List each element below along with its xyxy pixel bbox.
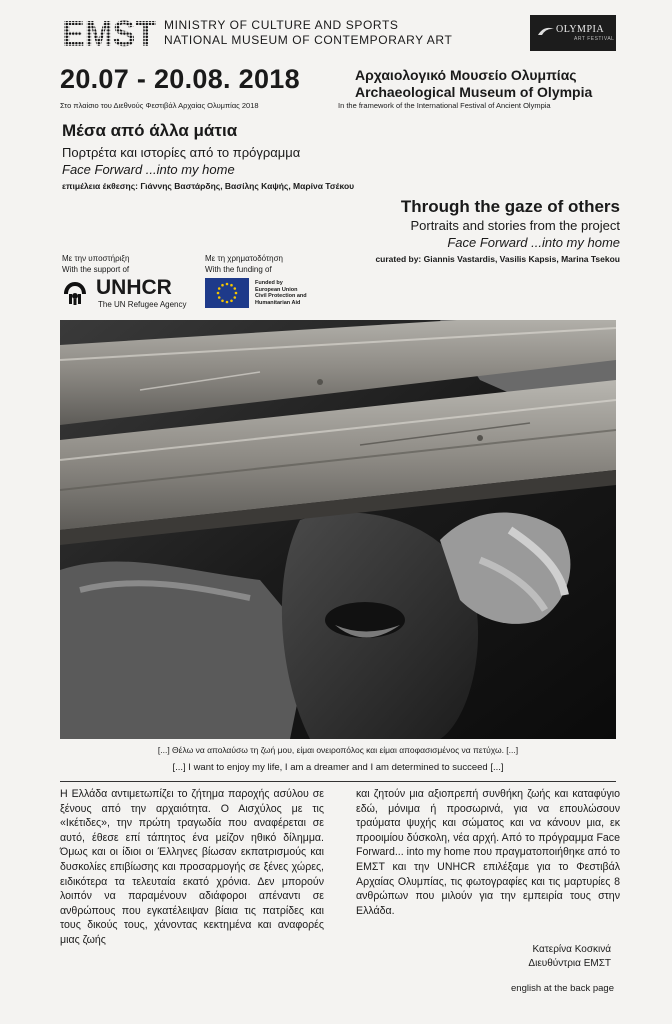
- eu-funding-text: [255, 280, 307, 306]
- olympia-logo-word: OLYMPIA: [556, 24, 605, 35]
- eu-flag-icon: [205, 278, 249, 308]
- museum-label: NATIONAL MUSEUM OF CONTEMPORARY ART: [164, 33, 453, 47]
- subtitle-greek: Πορτρέτα και ιστορίες από το πρόγραμμα: [62, 145, 301, 160]
- funding-label-english: With the funding of: [205, 265, 272, 274]
- unhcr-logo: [58, 276, 198, 312]
- signature: [356, 943, 611, 971]
- framework-english: In the framework of the International Festival of Ancient Olympia: [338, 101, 551, 110]
- svg-text:EMST: EMST: [62, 16, 156, 50]
- signature-title: Διευθύντρια ΕΜΣΤ: [528, 958, 611, 969]
- quote-greek: [...] Θέλω να απολαύσω τη ζωή μου, είμαι ονειροπόλος και είμαι αποφασισμένος να πετύχω. [...]: [157, 745, 519, 755]
- funding-label-greek: Με τη χρηματοδότηση: [205, 254, 283, 263]
- curators-english: curated by: Giannis Vastardis, Vasilis Kapsis, Marina Tsekou: [375, 254, 620, 264]
- body-column-left: Η Ελλάδα αντιμετωπίζει το ζήτημα παροχής ασύλου σε ξένους από την αρχαιότητα. Ο Αισχύλος με τις «Ικέτιδες», την πρώτη τραγωδία που αναφέρεται σε αυτό, έθεσε επί τάπητος ένα μείζον ηθικό δίλημμα. Όμως και οι ίδιοι οι Έλληνες βίωσαν εκπατρισμούς και δυσκολίες επιβίωσης και προσαρμογής σε ξένες χώρες, ειδικότερα τα τελευταία εκατό χρόνια. Δεν μπορούν λοιπόν να παραμένουν αδιάφοροι απέναντι σε ανθρώπους που εγκατέλειψαν βίαια τις πατρίδες και τους δικούς τους, χάνοντας κεκτημένα και αναφορές μιας ζωής: [60, 788, 324, 946]
- eu-line: Civil Protection and: [255, 293, 307, 299]
- funding-label: [205, 253, 283, 275]
- support-label-english: With the support of: [62, 265, 130, 274]
- eu-line: European Union: [255, 286, 298, 293]
- curators-greek: επιμέλεια έκθεσης: Γιάννης Βαστάρδης, Βασίλης Καψής, Μαρίνα Τσέκου: [62, 181, 355, 191]
- quote-english: [...] I want to enjoy my life, I am a dreamer and I am determined to succeed [...]: [172, 762, 504, 773]
- venue-greek: Αρχαιολογικό Μουσείο Ολυμπίας: [355, 67, 577, 83]
- venue-english: Archaeological Museum of Olympia: [355, 84, 593, 100]
- project-name-greek: Face Forward ...into my home: [62, 162, 235, 177]
- olympia-festival-logo: [530, 15, 616, 51]
- support-label-greek: Με την υποστήριξη: [62, 254, 130, 263]
- portrait-photograph: [60, 320, 616, 739]
- eu-line: Humanitarian Aid: [255, 299, 301, 306]
- framework-greek: Στο πλαίσιο του Διεθνούς Φεστιβάλ Αρχαίας Ολυμπίας 2018: [60, 101, 259, 110]
- olympia-mark-icon: [536, 23, 556, 43]
- support-label: [62, 253, 129, 275]
- venue: [355, 67, 592, 101]
- back-page-note: english at the back page: [511, 983, 614, 994]
- project-name-english: Face Forward ...into my home: [447, 235, 620, 250]
- eu-line: Funded by: [255, 280, 283, 286]
- institution-name: [164, 18, 452, 48]
- title-english: Through the gaze of others: [400, 197, 620, 216]
- unhcr-emblem-icon: [58, 276, 92, 310]
- olympia-logo-sub: ART FESTIVAL: [574, 36, 615, 42]
- subtitle-english: Portraits and stories from the project: [410, 218, 620, 233]
- title-greek: Μέσα από άλλα μάτια: [62, 121, 238, 140]
- body-column-right: και ζητούν μια αξιοπρεπή συνθήκη ζωής και καταφύγιο εδώ, μόνιμα ή προσωρινά, για να επουλώσουν τραύματα ψυχής και σώματος και να κάνουν μια, εκ προοιμίου δύσκολη, νέα αρχή. Από το πρόγραμμα Face Forward... into my home που πραγματοποιήθηκε από το ΕΜΣΤ και την UNHCR επιλέξαμε για το Φεστιβάλ Αρχαίας Ολυμπίας, τις φωτογραφίες και τις μαρτυρίες 8 ανθρώπων που μιλούν για την εμπειρία τους στην Ελλάδα.: [356, 788, 620, 917]
- divider: [60, 781, 616, 782]
- signature-name: Κατερίνα Κοσκινά: [532, 944, 611, 955]
- ministry-label: MINISTRY OF CULTURE AND SPORTS: [164, 18, 399, 32]
- event-dates: 20.07 - 20.08. 2018: [60, 64, 300, 94]
- unhcr-tagline: The UN Refugee Agency: [98, 300, 187, 309]
- emst-logo: [62, 16, 158, 50]
- eu-logo: [205, 276, 325, 312]
- unhcr-wordmark: UNHCR: [96, 276, 172, 299]
